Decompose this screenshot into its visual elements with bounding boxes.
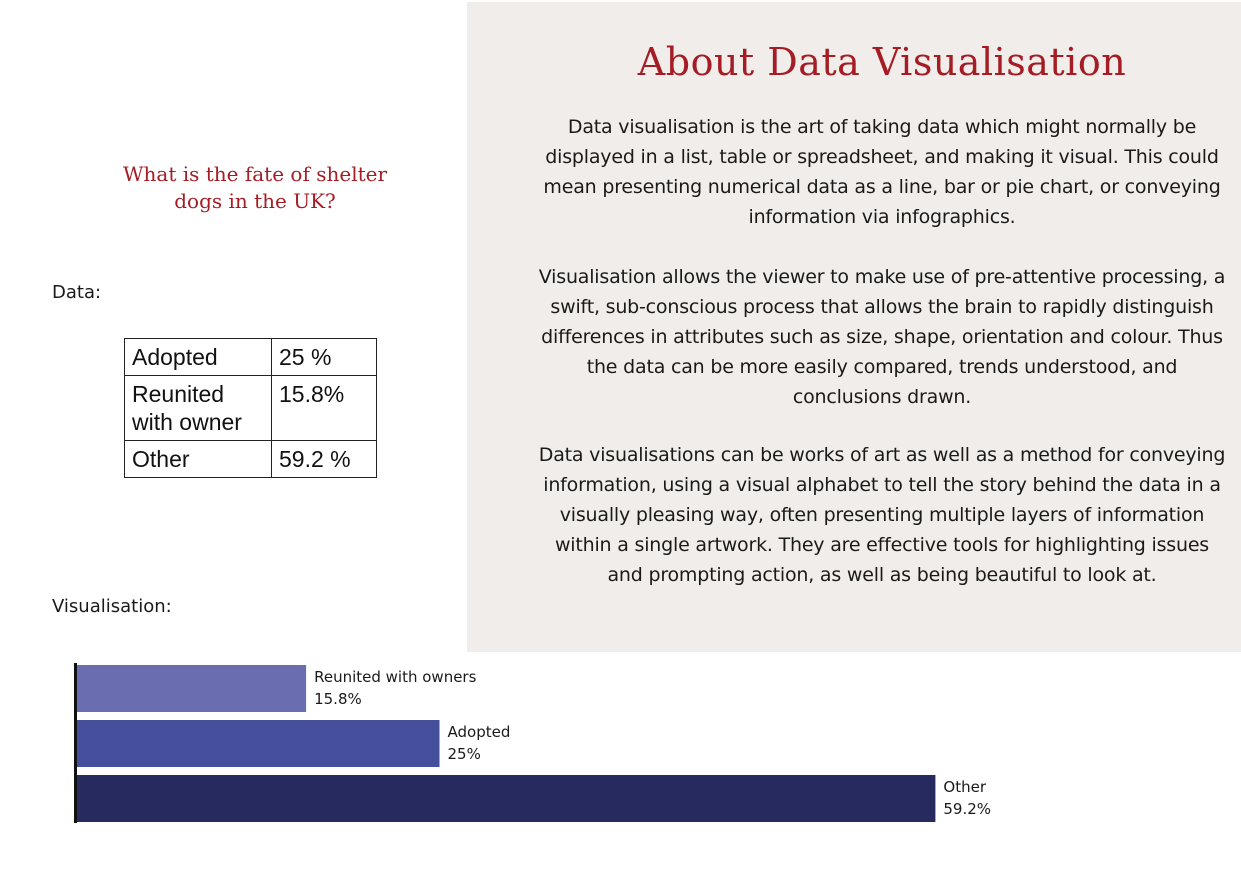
table-cell-label: Other (125, 441, 272, 478)
bar-chart (0, 655, 1241, 835)
bar-other (77, 775, 935, 822)
data-table (124, 338, 377, 478)
about-title: About Data Visualisation (637, 40, 1127, 84)
table-cell-value: 59.2 % (272, 441, 377, 478)
bar-category-label: Other (943, 778, 986, 796)
bar-adopted (77, 720, 440, 767)
bar-category-label: Adopted (447, 723, 511, 741)
table-cell-value: 15.8% (272, 376, 377, 441)
table-cell-label: Adopted (125, 339, 272, 376)
about-paragraph: Visualisation allows the viewer to make use of pre-attentive processing, a swift, sub-conscious process that allows the brain to rapidly distinguish differences in attributes such as size, shape, orientation and colour. Thus the data can be more easily compared, trends understood, and conclusions drawn. (538, 266, 1226, 408)
chart-question-title: What is the fate of shelter dogs in the UK? (122, 162, 388, 213)
bar-category-label: Reunited with owners (314, 668, 477, 686)
about-paragraph: Data visualisation is the art of taking data which might normally be displayed in a list, table or spreadsheet, and making it visual. This could mean presenting numerical data as a line, bar or pie chart, or conveying information via infographics. (543, 116, 1221, 228)
table-row (125, 339, 377, 376)
table-cell-value: 25 % (272, 339, 377, 376)
bar-value-label: 25% (447, 745, 481, 763)
visualisation-section-label: Visualisation: (52, 596, 172, 617)
table-row (125, 376, 377, 441)
bar-reunited-with-owners (77, 665, 306, 712)
bar-value-label: 59.2% (943, 800, 992, 818)
about-paragraph: Data visualisations can be works of art as well as a method for conveying information, using a visual alphabet to tell the story behind the data in a visually pleasing way, often presenting multiple layers of information within a single artwork. They are effective tools for highlighting issues and prompting action, as well as being beautiful to look at. (538, 444, 1226, 586)
data-section-label: Data: (52, 282, 102, 303)
table-row (125, 441, 377, 478)
about-panel (467, 2, 1241, 652)
bar-value-label: 15.8% (314, 690, 362, 708)
table-cell-label: Reunited with owner (125, 376, 272, 441)
